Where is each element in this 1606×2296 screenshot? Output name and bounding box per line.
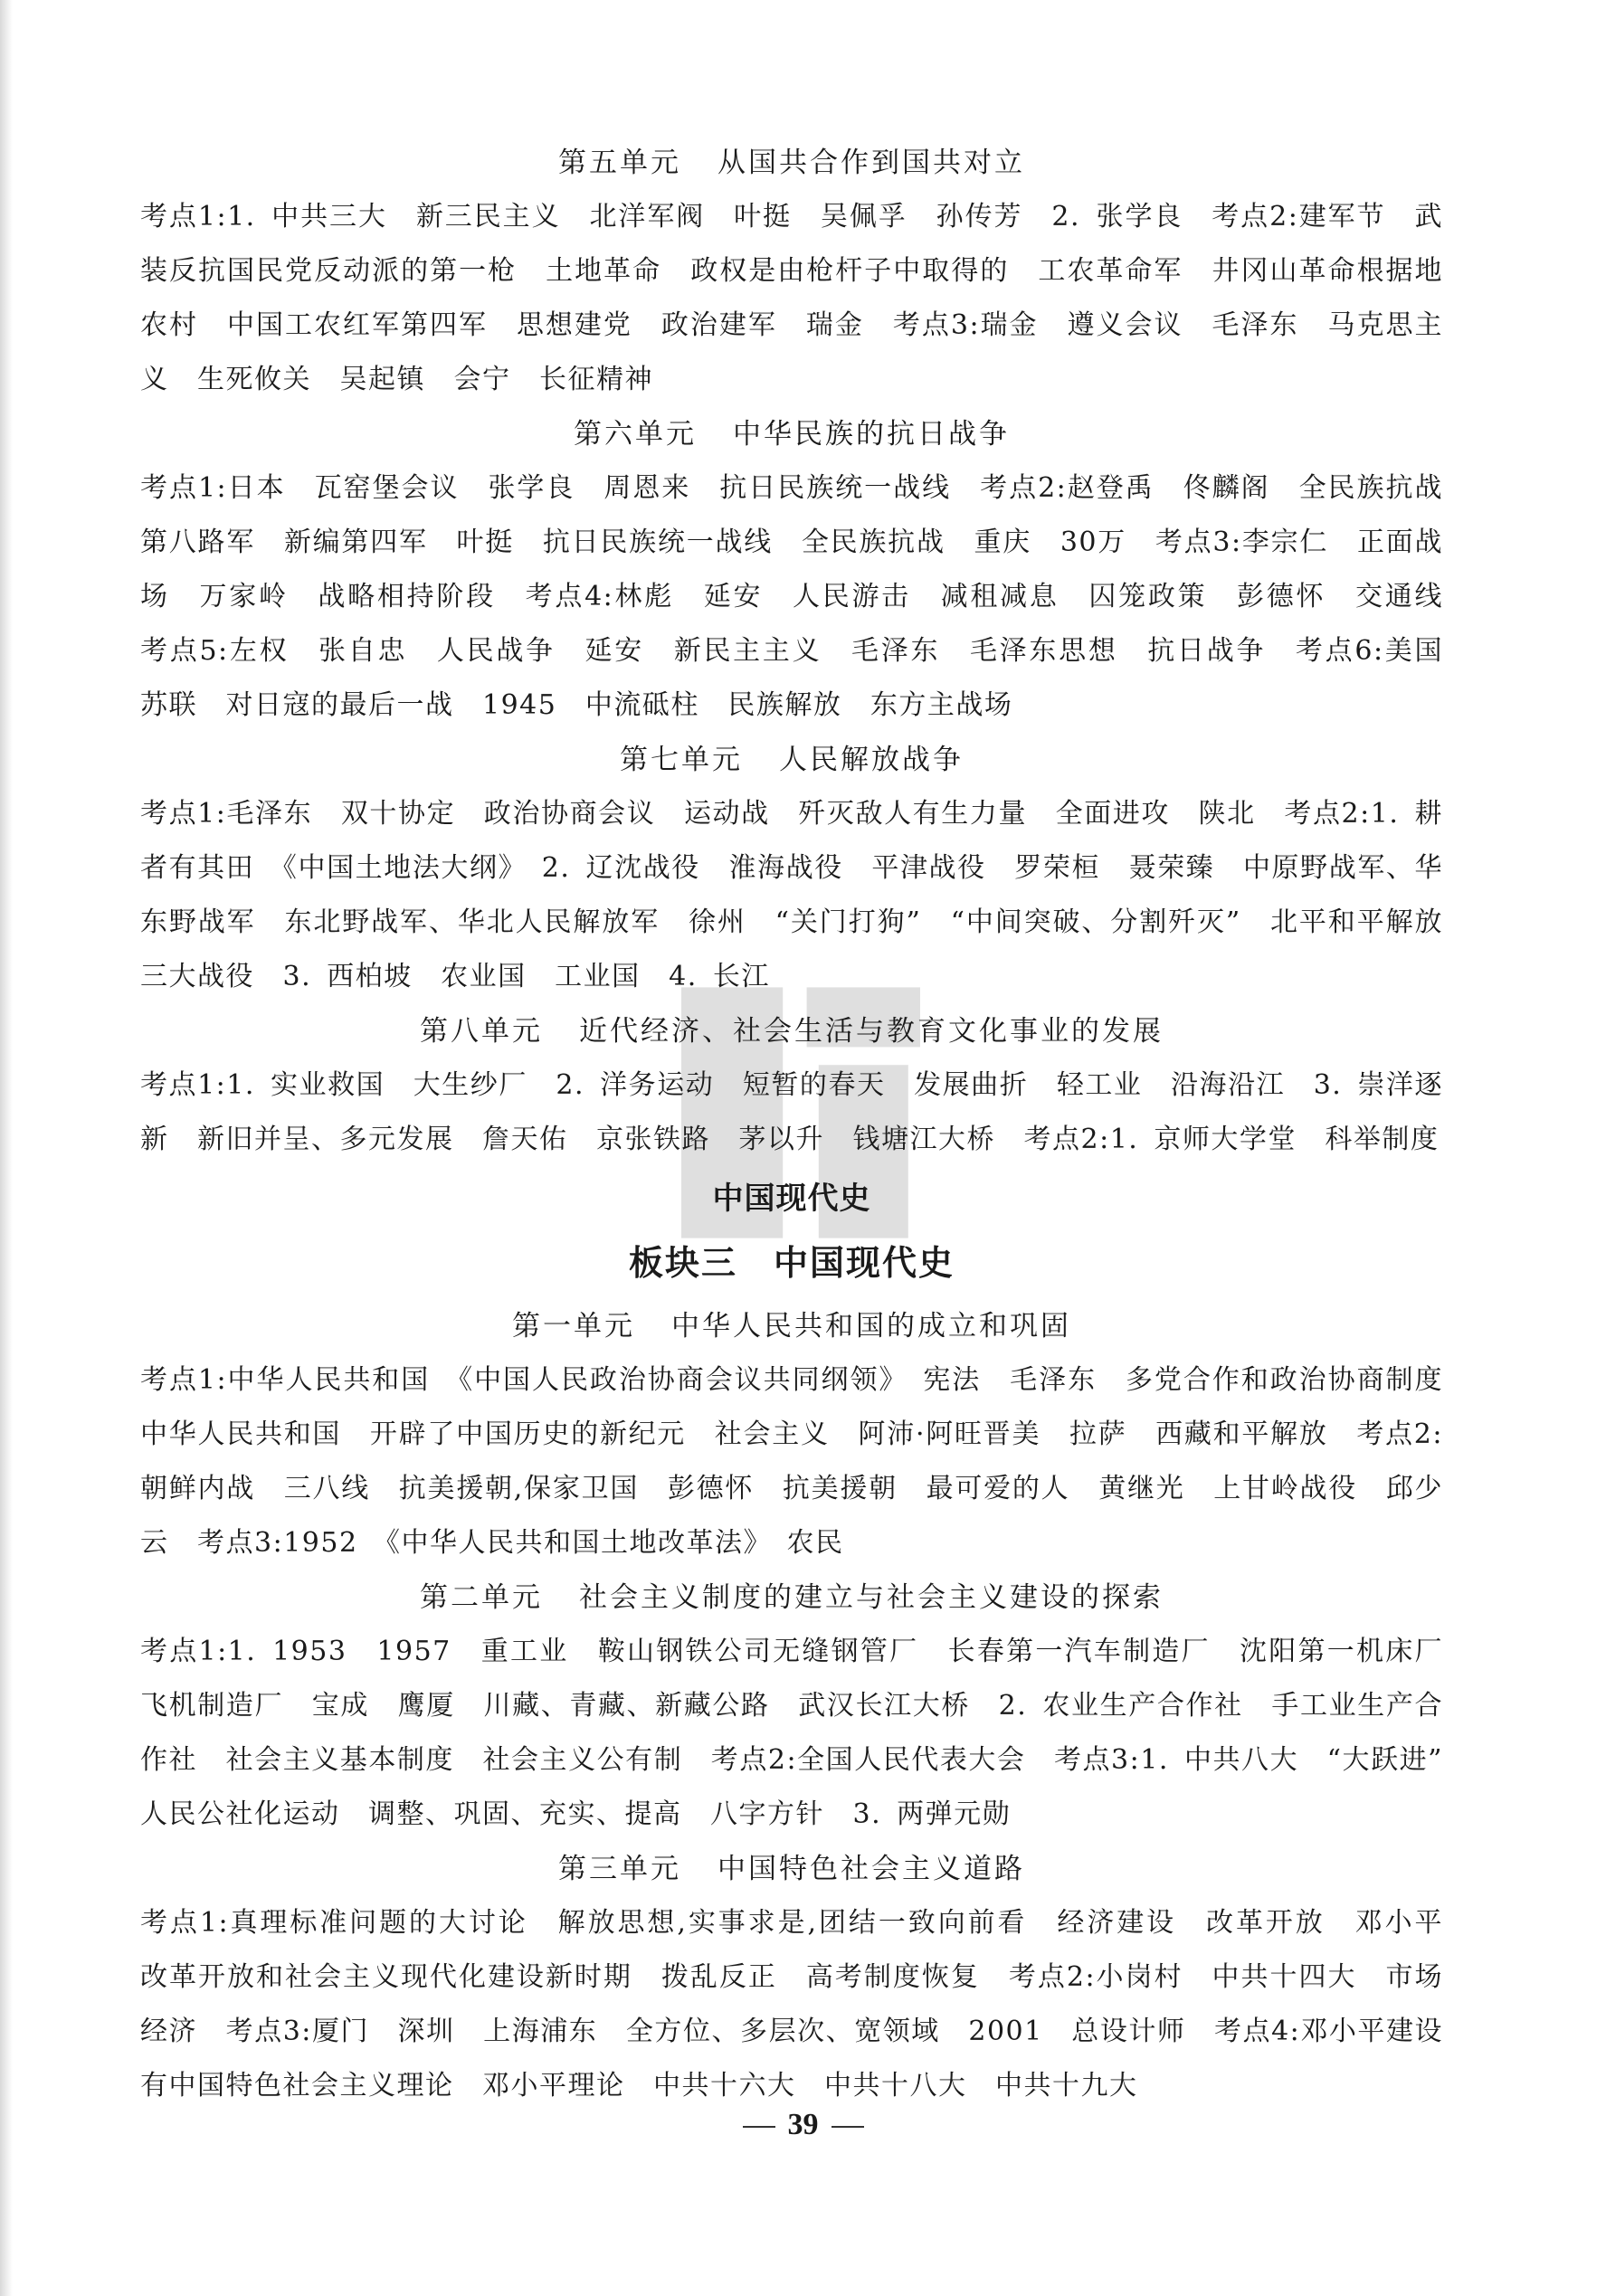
unit-answers: 考点1:1. 1953 1957 重工业 鞍山钢铁公司无缝钢管厂 长春第一汽车制造厂 沈阳第一机床厂 飞机制造厂 宝成 鹰厦 川藏、青藏、新藏公路 武汉长江大桥 2. 农业生产合作社 手工业生产合作社 社会主义基本制度 社会主义公有制 考点2:全国人民代表大会 考点3:1. 中共八大 “大跃进” 人民公社化运动 调整、巩固、充实、提高 八字方针 3. 两弹元勋 bbox=[140, 1636, 1472, 1830]
scan-edge-shadow bbox=[0, 0, 13, 2296]
unit-answers: 考点1:中华人民共和国 《中国人民政治协商会议共同纲领》 宪法 毛泽东 多党合作和政治协商制度 中华人民共和国 开辟了中国历史的新纪元 社会主义 阿沛·阿旺晋美 拉萨 西藏和平解放 考点2:朝鲜内战 三八线 抗美援朝,保家卫国 彭德怀 抗美援朝 最可爱的人 黄继光 上甘岭战役 邱少云 考点3:1952 《中华人民共和国土地改革法》 农民 bbox=[140, 1364, 1472, 1559]
unit-answers: 考点1:日本 瓦窑堡会议 张学良 周恩来 抗日民族统一战线 考点2:赵登禹 佟麟阁 全民族抗战 第八路军 新编第四军 叶挺 抗日民族统一战线 全民族抗战 重庆 30万 考点3:李宗仁 正面战场 万家岭 战略相持阶段 考点4:林彪 延安 人民游击 减租减息 囚笼政策 彭德怀 交通线 考点5:左权 张自忠 人民战争 延安 新民主主义 毛泽东 毛泽东思想 抗日战争 考点6:美国 苏联 对日寇的最后一战 1945 中流砥柱 民族解放 东方主战场 bbox=[140, 472, 1472, 721]
unit-answers: 考点1:真理标准问题的大讨论 解放思想,实事求是,团结一致向前看 经济建设 改革开放 邓小平 改革开放和社会主义现代化建设新时期 拨乱反正 高考制度恢复 考点2:小岗村 中共十四大 市场经济 考点3:厦门 深圳 上海浦东 全方位、多层次、宽领域 2001 总设计师 考点4:邓小平建设有中国特色社会主义理论 邓小平理论 中共十六大 中共十八大 中共十九大 bbox=[140, 1907, 1472, 2102]
unit-answers: 考点1:1. 中共三大 新三民主义 北洋军阀 叶挺 吴佩孚 孙传芳 2. 张学良 考点2:建军节 武装反抗国民党反动派的第一枪 土地革命 政权是由枪杆子中取得的 工农革命军 井冈山革命根据地 农村 中国工农红军第四军 思想建党 政治建军 瑞金 考点3:瑞金 遵义会议 毛泽东 马克思主义 生死攸关 吴起镇 会宁 长征精神 bbox=[140, 201, 1472, 395]
unit-6 bbox=[140, 407, 1472, 733]
unit-2 bbox=[140, 1570, 1472, 1842]
unit-answers: 考点1:1. 实业救国 大生纱厂 2. 洋务运动 短暂的春天 发展曲折 轻工业 沿海沿江 3. 崇洋逐新 新旧并呈、多元发展 詹天佑 京张铁路 茅以升 钱塘江大桥 考点2:1. 京师大学堂 科举制度 bbox=[140, 1069, 1443, 1155]
unit-title: 第八单元 近代经济、社会生活与教育文化事业的发展 bbox=[420, 1015, 1164, 1048]
page-number: 39 bbox=[0, 2108, 1606, 2142]
unit-title: 第三单元 中国特色社会主义道路 bbox=[558, 1853, 1025, 1885]
unit-8 bbox=[140, 1004, 1443, 1167]
unit-5 bbox=[140, 136, 1472, 407]
unit-title: 第五单元 从国共合作到国共对立 bbox=[558, 147, 1025, 179]
block-title: 板块三 中国现代史 bbox=[628, 1243, 955, 1283]
answer-content bbox=[140, 136, 1472, 2113]
section-title: 中国现代史 bbox=[712, 1181, 871, 1217]
unit-title: 第六单元 中华民族的抗日战争 bbox=[574, 418, 1010, 451]
unit-title: 第七单元 人民解放战争 bbox=[620, 744, 964, 776]
unit-title: 第一单元 中华人民共和国的成立和巩固 bbox=[512, 1310, 1071, 1342]
unit-title: 第二单元 社会主义制度的建立与社会主义建设的探索 bbox=[420, 1581, 1164, 1614]
unit-7 bbox=[140, 733, 1472, 1004]
unit-3 bbox=[140, 1842, 1472, 2113]
unit-answers: 考点1:毛泽东 双十协定 政治协商会议 运动战 歼灭敌人有生力量 全面进攻 陕北 考点2:1. 耕者有其田 《中国土地法大纲》 2. 辽沈战役 淮海战役 平津战役 罗荣桓 聂荣臻 中原野战军、华东野战军 东北野战军、华北人民解放军 徐州 “关门打狗” “中间突破、分割歼灭” 北平和平解放 三大战役 3. 西柏坡 农业国 工业国 4. 长江 bbox=[140, 798, 1472, 992]
unit-1 bbox=[140, 1299, 1472, 1570]
